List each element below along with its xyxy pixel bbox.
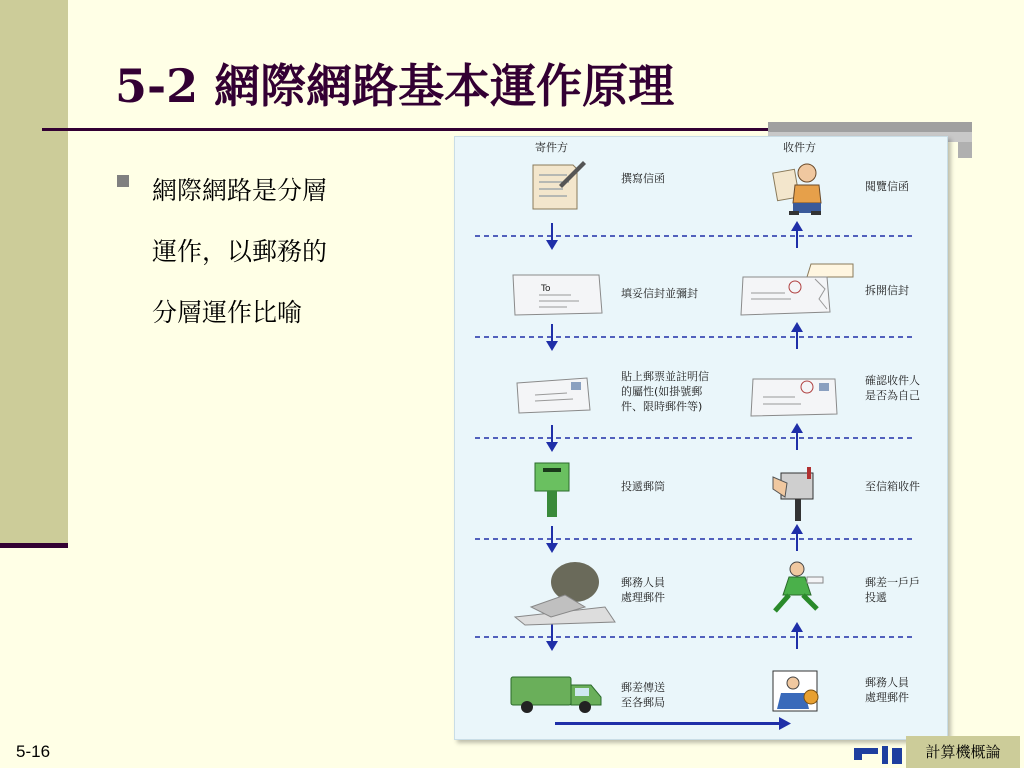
addressed-envelope-icon — [751, 379, 837, 416]
sender-step-label: 貼上郵票並註明信 的屬性(如掛號郵 件、限時郵件等) — [621, 370, 709, 413]
diagram-graphics — [455, 137, 949, 741]
decorative-bar — [958, 142, 972, 158]
left-sidebar-band — [0, 0, 68, 546]
up-arrow — [791, 322, 803, 349]
sender-step-label: 郵務人員 處理郵件 — [621, 576, 665, 604]
person-reading-icon — [773, 164, 821, 215]
course-footer-label: 計算機概論 — [906, 736, 1020, 768]
mail-pile-icon — [515, 562, 615, 625]
postal-layer-diagram — [454, 136, 948, 740]
bullet-square-icon — [117, 175, 129, 187]
decorative-bar — [768, 122, 972, 132]
bullet-line: 網際網路是分層 — [152, 176, 328, 205]
up-arrow — [791, 622, 803, 649]
receiver-step-label: 拆開信封 — [865, 284, 909, 297]
title-underline — [42, 128, 770, 131]
receiver-step-label: 郵差一戶戶 投遞 — [865, 576, 920, 604]
up-arrow — [791, 423, 803, 450]
receiver-column-header: 收件方 — [783, 141, 816, 154]
sender-step-label: 郵差傳送 至各郵局 — [621, 681, 665, 709]
up-arrow — [791, 524, 803, 551]
receiver-step-label: 閱覽信函 — [865, 180, 909, 193]
bullet-text — [152, 160, 412, 343]
opened-envelope-icon — [741, 264, 853, 315]
sender-step-label: 填妥信封並彌封 — [621, 287, 698, 300]
receiver-step-label: 確認收件人 是否為自己 — [865, 374, 920, 402]
slide-number: 5-16 — [16, 742, 51, 761]
running-postman-icon — [775, 562, 823, 611]
bullet-line: 運作，以郵務的 — [152, 237, 328, 266]
envelope-to-label: To — [541, 284, 551, 294]
university-logo-icon — [852, 744, 904, 766]
bullet-line: 分層運作比喻 — [152, 298, 303, 327]
mail-drop-box-icon — [535, 463, 569, 517]
receiver-step-label: 郵務人員 處理郵件 — [865, 676, 909, 704]
sender-step-label: 撰寫信函 — [621, 172, 665, 185]
transfer-arrow — [555, 717, 791, 730]
sender-column-header: 寄件方 — [535, 141, 568, 154]
mail-worker-icon — [773, 671, 818, 711]
home-mailbox-icon — [773, 467, 813, 521]
letter-writing-icon — [533, 161, 586, 209]
receiver-step-label: 至信箱收件 — [865, 480, 920, 493]
sender-step-label: 投遞郵筒 — [621, 480, 665, 493]
sealed-envelope-icon — [513, 275, 602, 315]
slide-title: 5-2 網際網路基本運作原理 — [115, 59, 675, 113]
stamped-envelope-icon — [517, 378, 590, 413]
up-arrow — [791, 221, 803, 248]
mail-van-icon — [511, 677, 601, 713]
sidebar-divider — [0, 543, 68, 548]
